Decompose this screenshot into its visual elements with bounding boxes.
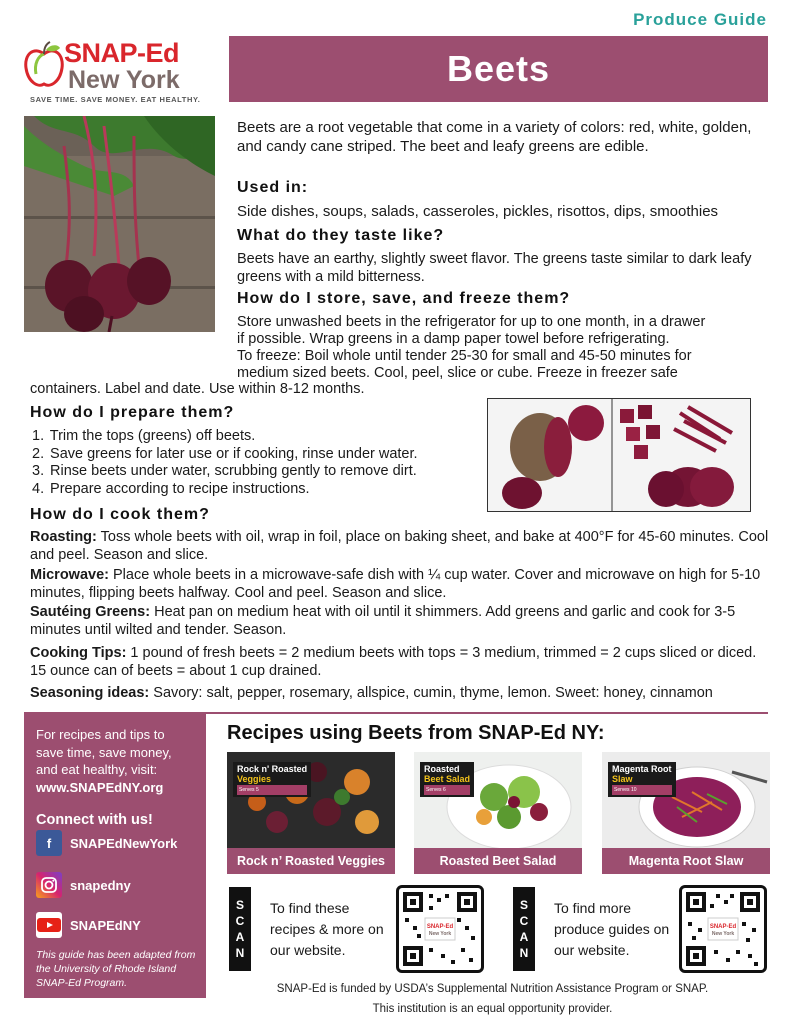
recipe-tag: Magenta Root Slaw Serves 10	[608, 762, 676, 797]
svg-text:SNAP-Ed: SNAP-Ed	[709, 924, 737, 930]
recipe-card-rock-n-roasted-veggies[interactable]	[227, 752, 395, 874]
used-in-text: Side dishes, soups, salads, casseroles, pickles, risottos, dips, smoothies	[237, 203, 719, 220]
store-line-5: containers. Label and date. Use within 8-12 months.	[30, 381, 365, 397]
store-line-3: To freeze: Boil whole until tender 25-30 for small and 45-50 minutes for	[237, 348, 692, 364]
taste-text: Beets have an earthy, slightly sweet flavor. The greens taste similar to dark leafy greens with a mild bitterness.	[237, 251, 752, 285]
cook-tips: Cooking Tips: 1 pound of fresh beets = 2 medium beets with tops = 3 medium, trimmed = 2 cups sliced or diced. 15 ounce can of beets = about 1 cup drained.	[30, 645, 757, 679]
qr-code-guides[interactable]	[679, 885, 767, 973]
store-line-1: Store unwashed beets in the refrigerator for up to one month, in a drawer	[237, 314, 706, 330]
produce-guide-label: Produce Guide	[633, 10, 767, 29]
store-line-4: medium sized beets. Cool, peel, slice or cube. Freeze in freezer safe	[237, 365, 678, 381]
beets-photo	[24, 116, 215, 332]
svg-text:New York: New York	[428, 931, 452, 937]
page-title: Beets	[229, 36, 768, 102]
intro-text: Beets are a root vegetable that come in a variety of colors: red, white, golden, and candy cane striped. The beet and leafy greens are edible.	[237, 119, 752, 155]
recipe-image	[414, 752, 582, 848]
list-item: 2. Save greens for later use or if cooking, rinse under water.	[32, 445, 418, 462]
website-link[interactable]: www.SNAPEdNY.org	[36, 779, 164, 795]
facebook-link[interactable]: f SNAPEdNewYork	[36, 830, 177, 856]
prepare-heading: How do I prepare them?	[30, 404, 235, 421]
instagram-icon	[36, 872, 62, 898]
facebook-icon: f	[36, 830, 62, 856]
qr-code-recipes[interactable]	[396, 885, 484, 973]
scan-label-guides: S C A N	[513, 887, 535, 971]
cook-seasoning-ideas: Seasoning ideas: Savory: salt, pepper, rosemary, allspice, cumin, thyme, lemon. Sweet: honey, cinnamon	[30, 685, 713, 701]
recipe-caption: Magenta Root Slaw	[602, 848, 770, 874]
logo-name-line1: SNAP-Ed	[64, 38, 180, 68]
scan-label-recipes: S C A N	[229, 887, 251, 971]
sidebar	[24, 712, 206, 998]
taste-heading: What do they taste like?	[237, 227, 445, 244]
store-line-2: if possible. Wrap greens in a damp paper towel before refrigerating.	[237, 331, 670, 347]
recipe-caption: Rock n’ Roasted Veggies	[227, 848, 395, 874]
recipe-image	[227, 752, 395, 848]
cook-microwave: Microwave: Place whole beets in a microwave-safe dish with ¼ cup water. Cover and microwave on high for 5-10 minutes, flipping beets halfway. Cool and peel. Season and slice.	[30, 567, 761, 601]
prepare-steps	[32, 428, 418, 498]
recipe-tag: Rock n' Roasted Veggies Serves 5	[233, 762, 311, 797]
snap-ed-logo[interactable]	[24, 38, 214, 106]
connect-heading: Connect with us!	[36, 812, 153, 828]
apple-icon	[24, 40, 64, 90]
prepared-beets-photo	[487, 398, 751, 512]
list-item: 1. Trim the tops (greens) off beets.	[32, 428, 256, 444]
logo-name-line2: New York	[68, 66, 180, 94]
recipes-heading: Recipes using Beets from SNAP-Ed NY:	[227, 722, 605, 744]
section-divider	[205, 712, 768, 714]
youtube-icon	[36, 912, 62, 938]
svg-text:New York: New York	[711, 931, 735, 937]
adapted-note: This guide has been adapted from the University of Rhode Island SNAP-Ed Program.	[36, 949, 196, 989]
footer-equal-opportunity: This institution is an equal opportunity provider.	[372, 1003, 613, 1015]
instagram-link[interactable]: snapedny	[36, 872, 131, 898]
logo-tagline: SAVE TIME. SAVE MONEY. EAT HEALTHY.	[30, 95, 201, 104]
used-in-heading: Used in:	[237, 179, 309, 196]
list-item: 3. Rinse beets under water, scrubbing gently to remove dirt.	[32, 463, 417, 479]
svg-text:SNAP-Ed: SNAP-Ed	[426, 924, 454, 930]
footer-funding: SNAP-Ed is funded by USDA’s Supplemental Nutrition Assistance Program or SNAP.	[276, 983, 709, 995]
scan-text-recipes: To find these recipes & more on our website.	[270, 900, 384, 958]
recipe-card-roasted-beet-salad[interactable]	[414, 752, 582, 874]
recipe-tag: Roasted Beet Salad Serves 6	[420, 762, 474, 797]
recipe-image	[602, 752, 770, 848]
youtube-link[interactable]: SNAPEdNY	[36, 912, 141, 938]
sidebar-tips: For recipes and tips to save time, save money, and eat healthy, visit: www.SNAPEdNY.org	[36, 726, 194, 796]
cook-roasting: Roasting: Toss whole beets with oil, wrap in foil, place on baking sheet, and bake at 400°F for 45-60 minutes. Cool and peel. Season and slice.	[30, 529, 769, 563]
recipe-caption: Roasted Beet Salad	[414, 848, 582, 874]
store-heading: How do I store, save, and freeze them?	[237, 290, 571, 307]
scan-text-guides: To find more produce guides on our website.	[554, 900, 670, 958]
recipe-card-magenta-root-slaw[interactable]	[602, 752, 770, 874]
list-item: 4. Prepare according to recipe instructions.	[32, 480, 310, 497]
cook-heading: How do I cook them?	[30, 506, 210, 523]
cook-sauteing-greens: Sautéing Greens: Heat pan on medium heat with oil until it shimmers. Add greens and garlic and cook for 3-5 minutes until wilted and tender. Season.	[30, 604, 736, 638]
